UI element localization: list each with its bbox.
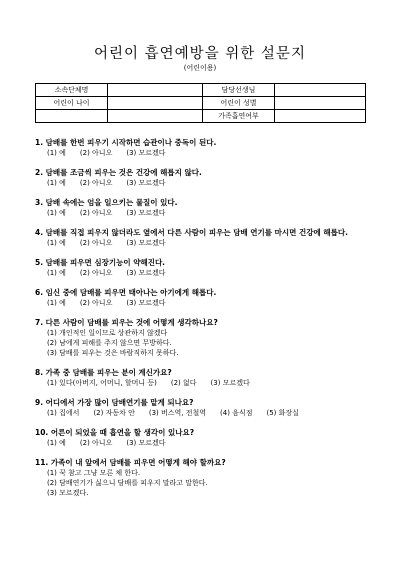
answer-options [35, 268, 365, 278]
answer-option[interactable]: (3) 버스역, 전철역 [148, 409, 207, 417]
answer-option[interactable]: (3) 모르겠다 [126, 179, 166, 187]
answer-option[interactable]: (2) 담배연기가 싫으니 담배를 피우지 말라고 말한다. [47, 479, 208, 487]
answer-options [35, 298, 365, 308]
info-value-cell[interactable] [108, 110, 203, 123]
question-item [35, 367, 365, 388]
answer-options [35, 408, 365, 418]
answer-option[interactable]: (1) 있다(아버지, 어머니, 할머니 등) [47, 379, 157, 387]
info-table-row [36, 110, 366, 123]
answer-options [35, 178, 365, 188]
question-item [35, 397, 365, 418]
answer-option[interactable]: (1) 예 [47, 239, 66, 247]
info-value-cell[interactable] [108, 97, 203, 110]
answer-option[interactable]: (1) 예 [47, 299, 66, 307]
answer-options [35, 208, 365, 218]
question-text: 10. 어른이 되었을 때 흡연을 할 생각이 있나요? [35, 428, 195, 437]
question-item [35, 457, 365, 498]
answer-option[interactable]: (2) 아니오 [79, 239, 113, 247]
answer-option[interactable]: (2) 아니오 [79, 179, 113, 187]
answer-option[interactable]: (3) 모르겠다 [210, 379, 250, 387]
question-text: 4. 담배를 직접 피우지 않더라도 옆에서 다른 사람이 피우는 담배 연기를 마시면 건강에 해롭다. [35, 228, 348, 237]
answer-option[interactable]: (1) 예 [47, 179, 66, 187]
question-text: 3. 담배 속에는 엄을 일으키는 물질이 있다. [35, 198, 178, 207]
answer-options [35, 468, 365, 498]
question-text: 5. 담배를 피우면 심장기능이 약해진다. [35, 258, 166, 267]
info-label-cell [36, 110, 108, 123]
info-table [35, 83, 366, 123]
answer-option[interactable]: (2) 남에게 피해를 주지 않으면 무방하다. [47, 339, 172, 347]
answer-option[interactable]: (1) 꾹 참고 그냥 모른 체 한다. [47, 469, 141, 477]
answer-option[interactable]: (1) 예 [47, 269, 66, 277]
answer-options [35, 378, 365, 388]
question-list [35, 137, 365, 507]
answer-option[interactable]: (2) 자동차 안 [93, 409, 135, 417]
answer-option[interactable]: (1) 예 [47, 439, 66, 447]
question-item [35, 137, 365, 158]
question-text: 9. 어디에서 가장 많이 담배연기를 맡게 되나요? [35, 398, 194, 407]
answer-option[interactable]: (2) 없다 [170, 379, 197, 387]
info-table-row [36, 97, 366, 110]
page-subtitle: (어린이용) [183, 64, 217, 72]
info-value-cell[interactable] [275, 84, 366, 97]
info-table-row [36, 84, 366, 97]
info-label-cell: 어린이 나이 [36, 97, 108, 110]
info-label-cell: 가족흡연여부 [203, 110, 275, 123]
question-text: 2. 담배를 조금씩 피우는 것은 건강에 해롭지 않다. [35, 168, 202, 177]
question-item [35, 227, 365, 248]
answer-option[interactable]: (2) 아니오 [79, 439, 113, 447]
answer-option[interactable]: (1) 개인적인 일이므로 상관하지 않겠다 [47, 329, 168, 337]
info-value-cell[interactable] [108, 84, 203, 97]
answer-option[interactable]: (1) 예 [47, 149, 66, 157]
info-label-cell: 소속단체명 [36, 84, 108, 97]
answer-options [35, 328, 365, 358]
answer-option[interactable]: (3) 모르겠다 [126, 299, 166, 307]
question-item [35, 427, 365, 448]
question-item [35, 287, 365, 308]
answer-option[interactable]: (1) 예 [47, 209, 66, 217]
answer-option[interactable]: (5) 화장실 [266, 409, 299, 417]
answer-option[interactable]: (2) 아니오 [79, 299, 113, 307]
answer-option[interactable]: (2) 아니오 [79, 209, 113, 217]
info-label-cell: 담당선생님 [203, 84, 275, 97]
answer-options [35, 148, 365, 158]
answer-options [35, 238, 365, 248]
info-value-cell[interactable] [275, 110, 366, 123]
answer-option[interactable]: (3) 모르겠다 [126, 209, 166, 217]
answer-option[interactable]: (3) 모르겠다. [47, 489, 89, 497]
answer-option[interactable]: (3) 모르겠다 [126, 269, 166, 277]
answer-option[interactable]: (3) 모르겠다 [126, 149, 166, 157]
answer-option[interactable]: (3) 모르겠다 [126, 439, 166, 447]
answer-option[interactable]: (1) 집에서 [47, 409, 80, 417]
question-item [35, 167, 365, 188]
question-text: 8. 가족 중 담배를 피우는 분이 계신가요? [35, 368, 172, 377]
answer-option[interactable]: (2) 아니오 [79, 269, 113, 277]
answer-options [35, 438, 365, 448]
info-value-cell[interactable] [275, 97, 366, 110]
question-text: 7. 다른 사람이 담배를 피우는 것에 어떻게 생각하나요? [35, 318, 218, 327]
question-item [35, 197, 365, 218]
question-text: 11. 가족이 내 앞에서 담배를 피우면 어떻게 해야 할까요? [35, 458, 226, 467]
question-text: 6. 임신 중에 담배를 피우면 태아나는 아기에게 해롭다. [35, 288, 217, 297]
answer-option[interactable]: (4) 음식점 [220, 409, 253, 417]
page-title: 어린이 흡연예방을 위한 설문지 [94, 46, 306, 62]
question-text: 1. 담배를 한번 피우기 시작하면 습관이나 중독이 된다. [35, 138, 217, 147]
info-label-cell: 어린이 성별 [203, 97, 275, 110]
answer-option[interactable]: (2) 아니오 [79, 149, 113, 157]
question-item [35, 317, 365, 358]
question-item [35, 257, 365, 278]
answer-option[interactable]: (3) 모르겠다 [126, 239, 166, 247]
answer-option[interactable]: (3) 담배를 피우는 것은 바람직하지 못하다. [47, 349, 179, 357]
